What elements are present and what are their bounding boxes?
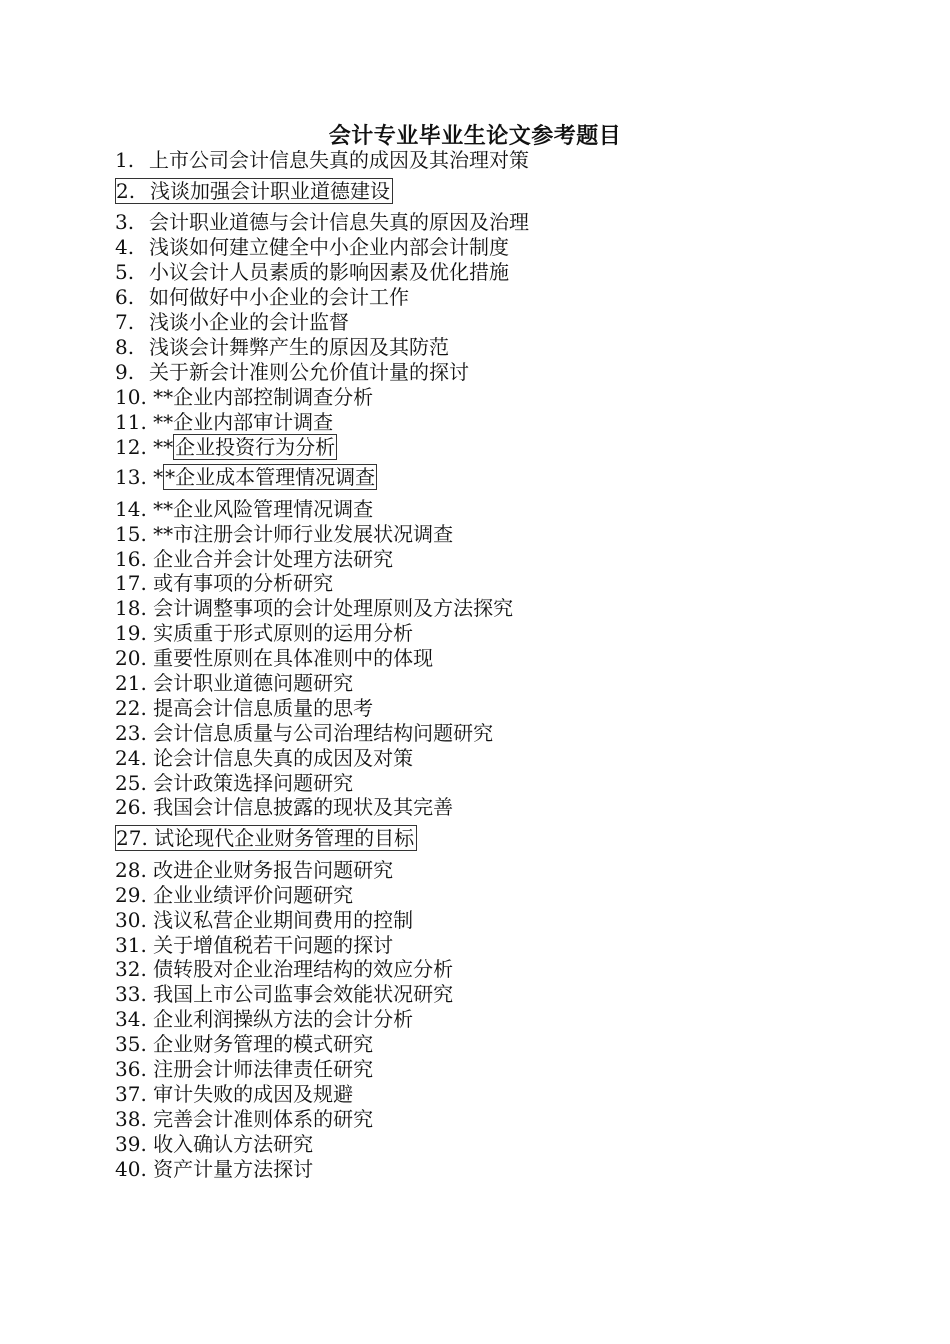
item-text: *企业成本管理情况调查 (165, 465, 376, 490)
item-number: 22. (115, 695, 147, 720)
list-item-boxed (115, 820, 875, 858)
list-item (115, 883, 875, 908)
item-number: 16. (115, 546, 147, 571)
item-number: 25. (115, 770, 147, 795)
list-item (115, 858, 875, 883)
list-item (115, 1057, 875, 1082)
list-item (115, 795, 875, 820)
list-item (115, 933, 875, 958)
item-box (115, 178, 393, 204)
list-item (115, 982, 875, 1007)
item-number: 1. (115, 148, 135, 172)
item-number: 27. (116, 826, 148, 851)
list-item (115, 908, 875, 933)
item-text: 注册会计师法律责任研究 (153, 1057, 374, 1081)
item-number: 20. (115, 646, 147, 671)
list-item-boxed (115, 173, 875, 211)
list-item (115, 285, 875, 310)
item-text: 我国上市公司监事会效能状况研究 (153, 982, 454, 1007)
list-item (115, 310, 875, 335)
item-number: 10. (115, 384, 147, 409)
item-number: 4. (115, 235, 135, 260)
list-item (115, 571, 875, 596)
item-text: **企业风险管理情况调查 (153, 496, 374, 521)
item-prefix: ** (153, 435, 174, 460)
topic-list (115, 148, 875, 1181)
item-text: **企业内部控制调查分析 (153, 384, 374, 409)
list-item (115, 721, 875, 746)
item-text: 完善会计准则体系的研究 (153, 1106, 374, 1131)
item-text: 小议会计人员素质的影响因素及优化措施 (149, 260, 509, 285)
item-prefix: * (153, 465, 164, 490)
item-box (115, 825, 417, 851)
list-item (115, 410, 875, 435)
item-text: 试论现代企业财务管理的目标 (154, 826, 415, 851)
item-text: 浅谈小企业的会计监督 (149, 309, 349, 334)
item-number: 17. (115, 571, 147, 596)
item-number: 11. (115, 409, 147, 434)
item-text: 资产计量方法探讨 (153, 1156, 314, 1181)
list-item-boxed (115, 459, 875, 497)
list-item (115, 260, 875, 285)
item-text: 上市公司会计信息失真的成因及其治理对策 (149, 148, 529, 172)
item-text: 提高会计信息质量的思考 (153, 695, 374, 720)
item-number: 33. (115, 982, 147, 1007)
list-item-boxed (115, 434, 875, 459)
item-text: 会计职业道德与会计信息失真的原因及治理 (149, 210, 529, 235)
list-item (115, 1132, 875, 1157)
item-text: 企业财务管理的模式研究 (153, 1032, 374, 1057)
item-number: 5. (115, 260, 135, 285)
item-text: 改进企业财务报告问题研究 (153, 857, 394, 882)
item-text: **企业内部审计调查 (153, 409, 334, 434)
item-text: 浅谈会计舞弊产生的原因及其防范 (149, 334, 449, 359)
item-number: 8. (115, 334, 135, 359)
item-text: 如何做好中小企业的会计工作 (149, 285, 409, 310)
item-text: 浅议私营企业期间费用的控制 (153, 907, 414, 932)
item-number: 31. (115, 932, 147, 957)
item-text: 债转股对企业治理结构的效应分析 (153, 957, 454, 982)
item-text: 会计调整事项的会计处理原则及方法探究 (153, 596, 514, 621)
item-text: 论会计信息失真的成因及对策 (153, 745, 414, 770)
list-item (115, 1032, 875, 1057)
item-text: 企业业绩评价问题研究 (153, 882, 354, 907)
item-text: 审计失败的成因及规避 (153, 1081, 354, 1106)
item-text: 浅谈加强会计职业道德建设 (150, 178, 390, 203)
item-text: 浅谈如何建立健全中小企业内部会计制度 (149, 235, 509, 260)
document-title: 会计专业毕业生论文参考题目 (328, 123, 622, 149)
list-item (115, 771, 875, 796)
list-item (115, 547, 875, 572)
list-item (115, 596, 875, 621)
list-item (115, 385, 875, 410)
item-text: 企业投资行为分析 (175, 435, 336, 460)
list-item (115, 646, 875, 671)
item-number: 26. (115, 795, 147, 820)
list-item (115, 1107, 875, 1132)
item-number: 24. (115, 745, 147, 770)
list-item (115, 696, 875, 721)
item-number: 7. (115, 309, 135, 334)
item-number: 19. (115, 621, 147, 646)
list-item (115, 1082, 875, 1107)
item-number: 18. (115, 596, 147, 621)
item-number: 15. (115, 521, 147, 546)
item-text: 实质重于形式原则的运用分析 (153, 621, 414, 646)
item-text: 会计政策选择问题研究 (153, 770, 354, 795)
item-number: 2. (116, 178, 136, 203)
item-text: 关于增值税若干问题的探讨 (153, 932, 394, 957)
item-number: 13. (115, 465, 147, 490)
item-number: 9. (115, 359, 135, 384)
item-text: 或有事项的分析研究 (153, 571, 334, 596)
item-number: 29. (115, 882, 147, 907)
item-number: 38. (115, 1106, 147, 1131)
list-item (115, 235, 875, 260)
item-number: 39. (115, 1131, 147, 1156)
list-item (115, 1007, 875, 1032)
list-item (115, 210, 875, 235)
item-number: 34. (115, 1007, 147, 1032)
list-item (115, 957, 875, 982)
item-text: 企业利润操纵方法的会计分析 (153, 1007, 414, 1032)
item-text: 企业合并会计处理方法研究 (153, 546, 394, 571)
item-number: 3. (115, 210, 135, 235)
list-item (115, 746, 875, 771)
list-item (115, 148, 875, 173)
item-text: 关于新会计准则公允价值计量的探讨 (149, 359, 469, 384)
item-number: 40. (115, 1156, 147, 1181)
item-text: 重要性原则在具体准则中的体现 (153, 646, 434, 671)
list-item (115, 522, 875, 547)
item-text: 我国会计信息披露的现状及其完善 (153, 795, 454, 820)
list-item (115, 671, 875, 696)
item-text: 收入确认方法研究 (153, 1131, 314, 1156)
list-item (115, 621, 875, 646)
item-text: 会计职业道德问题研究 (153, 671, 354, 696)
item-number: 23. (115, 720, 147, 745)
item-text: 会计信息质量与公司治理结构问题研究 (153, 720, 494, 745)
item-number: 12. (115, 435, 147, 460)
item-number: 14. (115, 496, 147, 521)
item-number: 30. (115, 907, 147, 932)
item-number: 32. (115, 957, 147, 982)
list-item (115, 335, 875, 360)
item-number: 36. (115, 1057, 147, 1081)
item-number: 21. (115, 671, 147, 696)
item-number: 37. (115, 1081, 147, 1106)
list-item (115, 1157, 875, 1182)
item-number: 35. (115, 1032, 147, 1057)
item-number: 6. (115, 285, 135, 310)
list-item (115, 360, 875, 385)
list-item (115, 497, 875, 522)
item-text: **市注册会计师行业发展状况调查 (153, 521, 454, 546)
item-number: 28. (115, 857, 147, 882)
